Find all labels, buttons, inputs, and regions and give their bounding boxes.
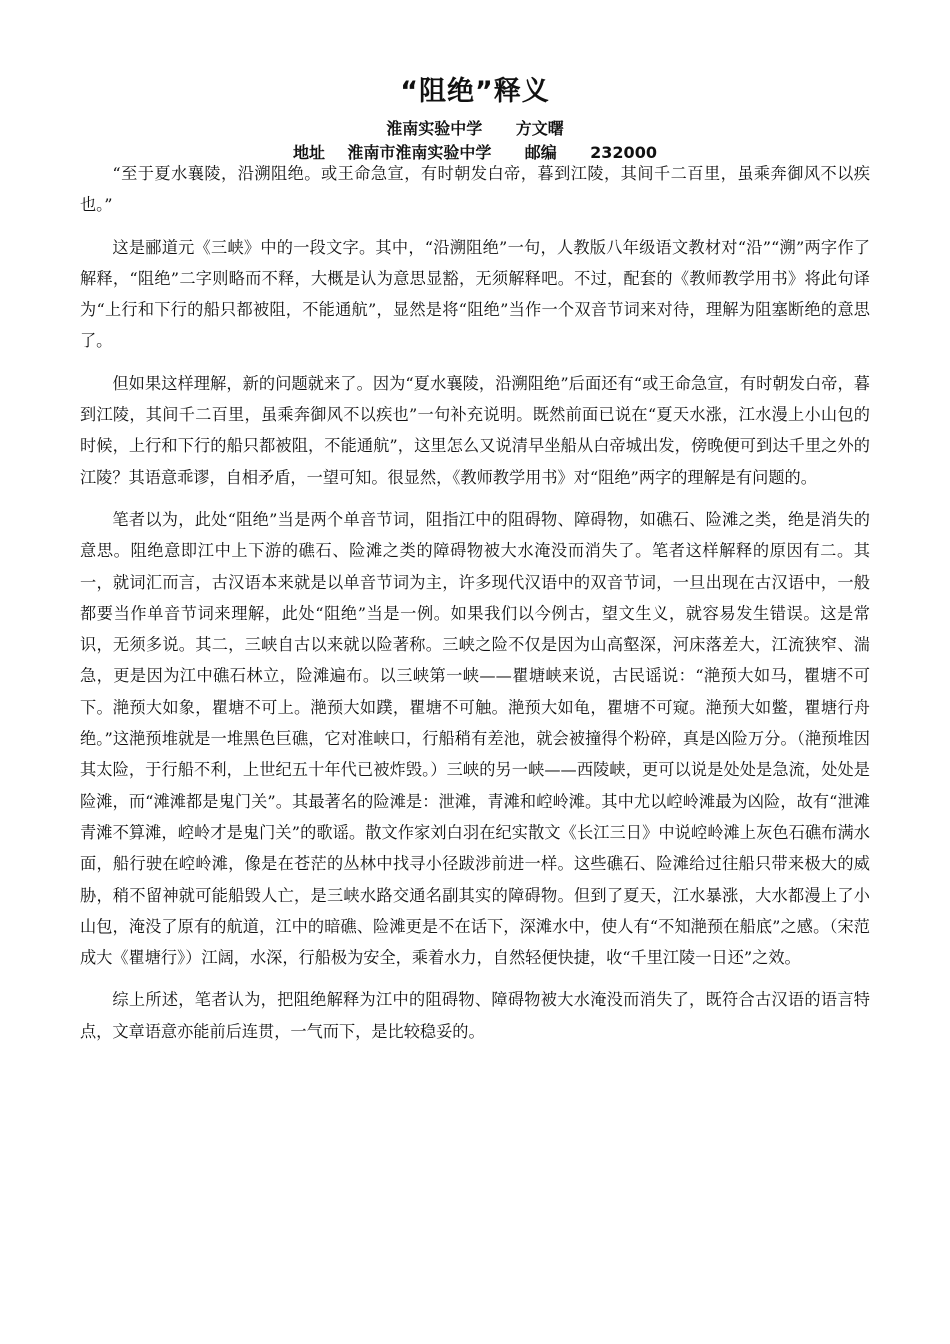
address-line: 地址 淮南市淮南实验中学 邮编 232000 (293, 143, 657, 162)
quote-paragraph: “至于夏水襄陵，沿溯阻绝。或王命急宣，有时朝发白帝，暮到江陵，其间千二百里，虽乘奔御风不以疾也。” (80, 164, 870, 215)
author-line: 淮南实验中学 方文曙 (386, 119, 564, 138)
conclusion-paragraph: 综上所述，笔者认为，把阻绝解释为江中的阻碍物、障碍物被大水淹没而消失了，既符合古汉语的语言特点，文章语意亦能前后连贯，一气而下，是比较稳妥的。 (80, 990, 870, 1041)
article-body (80, 158, 870, 1058)
body-paragraph-3: 笔者以为，此处“阻绝”当是两个单音节词，阻指江中的阻碍物、障碍物，如礁石、险滩之类，绝是消失的意思。阻绝意即江中上下游的礁石、险滩之类的障碍物被大水淹没而消失了。笔者这样解释的原因有二。其一，就词汇而言，古汉语本来就是以单音节词为主，许多现代汉语中的双音节词，一旦出现在古汉语中，一般都要当作单音节词来理解，此处“阻绝”当是一例。如果我们以今例古，望文生义，就容易发生错误。这是常识，无须多说。其二，三峡自古以来就以险著称。三峡之险不仅是因为山高壑深，河床落差大，江流狭窄、湍急，更是因为江中礁石林立，险滩遍布。以三峡第一峡——瞿塘峡来说，古民谣说：“滟预大如马，瞿塘不可下。滟预大如象，瞿塘不可上。滟预大如蹼，瞿塘不可触。滟预大如龟，瞿塘不可窥。滟预大如鳖，瞿塘行舟绝。”这滟预堆就是一堆黑色巨礁，它对准峡口，行船稍有差池，就会被撞得个粉碎，真是凶险万分。（滟预堆因其太险，于行船不利，上世纪五十年代已被炸毁。）三峡的另一峡——西陵峡，更可以说是处处是急流，处处是险滩，而“滩滩都是鬼门关”。其最著名的险滩是：泄滩，青滩和崆岭滩。其中尤以崆岭滩最为凶险，故有“泄滩青滩不算滩，崆岭才是鬼门关”的歌谣。散文作家刘白羽在纪实散文《长江三日》中说崆岭滩上灰色石礁布满水面，船行驶在崆岭滩，像是在苍茫的丛林中找寻小径跋涉前进一样。这些礁石、险滩给过往船只带来极大的威胁，稍不留神就可能船毁人亡，是三峡水路交通名副其实的障碍物。但到了夏天，江水暴涨，大水都漫上了小山包，淹没了原有的航道，江中的暗礁、险滩更是不在话下，深滩水中，使人有“不知滟预在船底”之感。（宋范成大《瞿塘行》）江阔，水深，行船极为安全，乘着水力，自然轻便快捷，收“千里江陵一日还”之效。 (80, 509, 870, 968)
article-title: “阻绝”释义 (400, 76, 550, 107)
body-paragraph-2: 但如果这样理解，新的问题就来了。因为“夏水襄陵，沿溯阻绝”后面还有“或王命急宣，有时朝发白帝，暮到江陵，其间千二百里，虽乘奔御风不以疾也”一句补充说明。既然前面已说在“夏天水涨，江水漫上小山包的时候，上行和下行的船只都被阻，不能通航”，这里怎么又说清早坐船从白帝城出发，傍晚便可到达千里之外的江陵？其语意乖谬，自相矛盾，一望可知。很显然，《教师教学用书》对“阻绝”两字的理解是有问题的。 (80, 373, 870, 487)
body-paragraph-1: 这是郦道元《三峡》中的一段文字。其中，“沿溯阻绝”一句，人教版八年级语文教材对“沿”“溯”两字作了解释，“阻绝”二字则略而不释，大概是认为意思显豁，无须解释吧。不过，配套的《教师教学用书》将此句译为“上行和下行的船只都被阻，不能通航”，显然是将“阻绝”当作一个双音节词来对待，理解为阻塞断绝的意思了。 (80, 237, 870, 351)
